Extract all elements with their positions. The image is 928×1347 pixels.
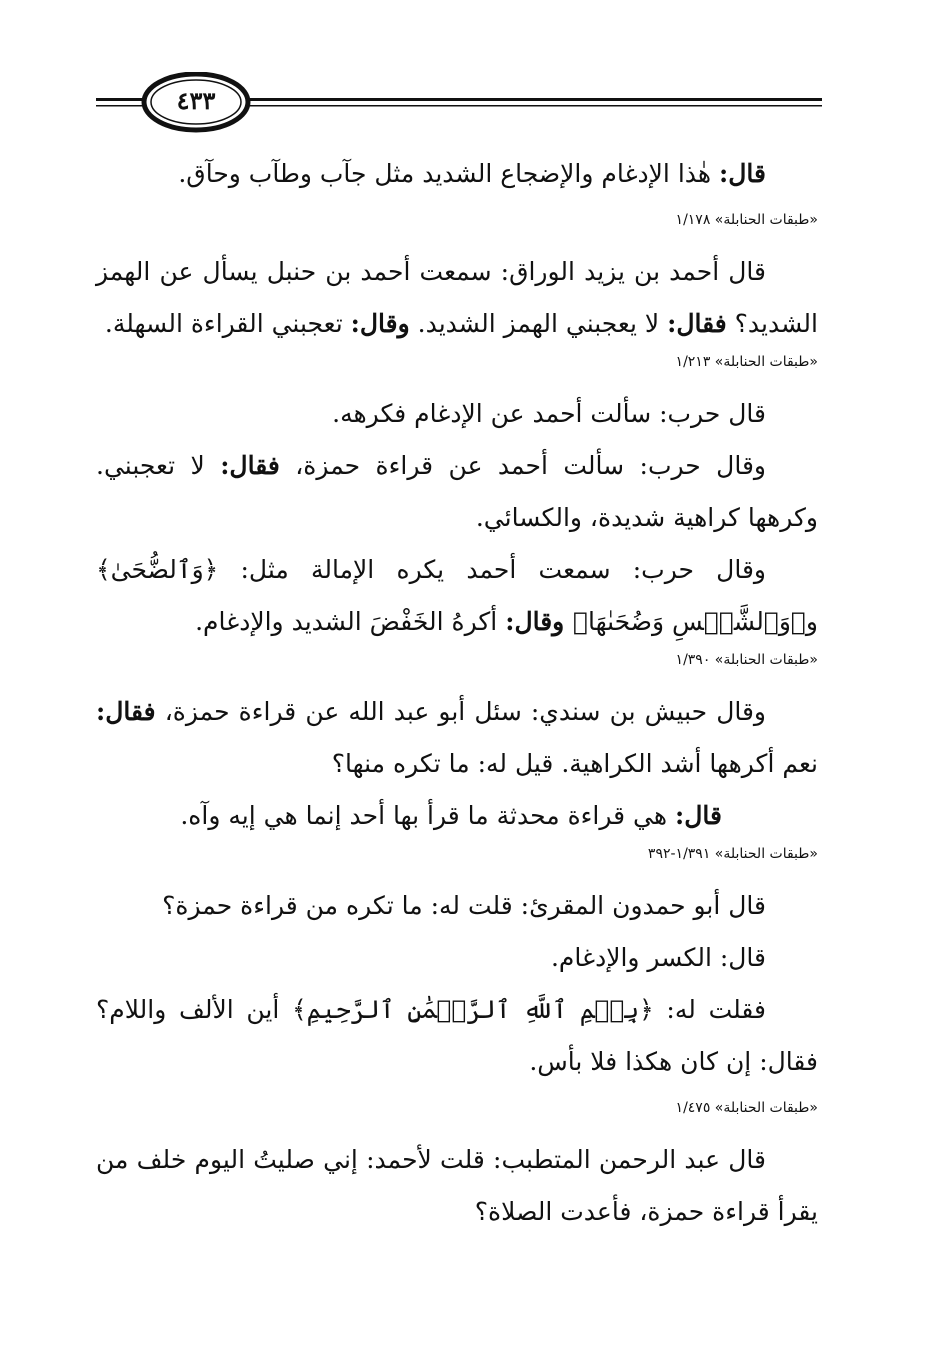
source-citation: «طبقات الحنابلة» ١/٤٧٥ (675, 1100, 818, 1116)
paragraph: وقال حرب: سمعت أحمد يكره الإمالة مثل: ﴿وَٱلضُّحَىٰ﴾ و﴿وَٱلشَّمۡسِ وَضُحَىٰهَا﴾ وقال: أكرهُ الخَفْضَ الشديد والإدغام. (96, 555, 818, 636)
quran-verse: ﴿وَٱلضُّحَىٰ﴾ (96, 555, 219, 584)
paragraph: قال عبد الرحمن المتطبب: قلت لأحمد: إني صليتُ اليوم خلف من يقرأ قراءة حمزة، فأعدت الصلاة؟ (96, 1145, 818, 1226)
paragraph: قال أحمد بن يزيد الوراق: سمعت أحمد بن حنبل يسأل عن الهمز الشديد؟ فقال: لا يعجبني الهمز الشديد. وقال: تعجبني القراءة السهلة. (96, 257, 818, 338)
paragraph: قال: هي قراءة محدثة ما قرأ بها أحد إنما هي إيه وآه. (180, 801, 722, 830)
quran-verse: ﴿بِسۡمِ ٱللَّهِ ٱلرَّحۡمَٰنِ ٱلرَّحِيمِ﴾ (292, 995, 654, 1024)
quran-verse: ﴿وَٱلشَّمۡسِ وَضُحَىٰهَا﴾ (572, 607, 806, 636)
source-citation: «طبقات الحنابلة» ١/٣٩٠ (675, 652, 818, 668)
paragraph: فقلت له: ﴿بِسۡمِ ٱللَّهِ ٱلرَّحۡمَٰنِ ٱلرَّحِيمِ﴾ أين الألف واللام؟ فقال: إن كان هكذا فلا بأس. (96, 995, 818, 1076)
page-body (96, 148, 818, 1238)
paragraph: وقال حبيش بن سندي: سئل أبو عبد الله عن قراءة حمزة، فقال: نعم أكرهها أشد الكراهية. قيل له: ما تكره منها؟ (96, 697, 818, 778)
page-header (96, 72, 822, 142)
source-citation: «طبقات الحنابلة» ١/١٧٨ (675, 212, 818, 228)
paragraph: قال: الكسر والإدغام. (550, 943, 766, 972)
source-citation: «طبقات الحنابلة» ١/٢١٣ (675, 354, 818, 370)
paragraph: قال: هٰذا الإدغام والإضجاع الشديد مثل جآب وطآب وحآق. (178, 159, 766, 188)
paragraph: قال أبو حمدون المقرئ: قلت له: ما تكره من قراءة حمزة؟ (162, 891, 766, 920)
paragraph: وقال حرب: سألت أحمد عن قراءة حمزة، فقال: لا تعجبني. وكرهها كراهية شديدة، والكسائي. (96, 451, 818, 532)
source-citation: «طبقات الحنابلة» ١/٣٩١-٣٩٢ (647, 846, 818, 862)
paragraph: قال حرب: سألت أحمد عن الإدغام فكرهه. (332, 399, 766, 428)
page-number: ٤٣٣ (176, 86, 216, 115)
